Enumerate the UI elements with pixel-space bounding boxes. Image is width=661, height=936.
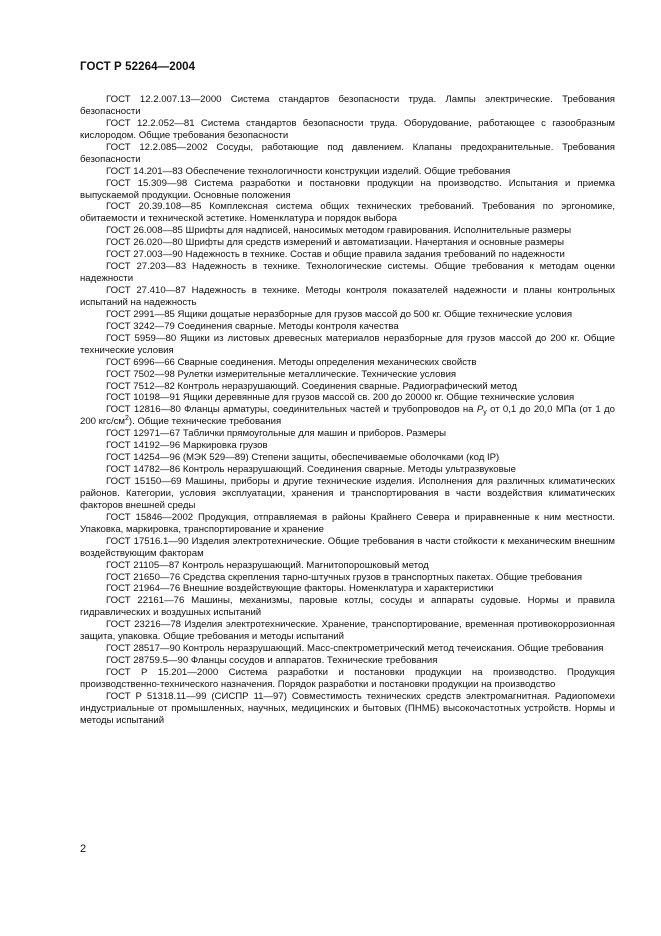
pressure-symbol: P xyxy=(476,404,484,416)
reference-item: ГОСТ 26.008—85 Шрифты для надписей, наносимых методом гравирования. Исполнительные размеры xyxy=(106,225,572,237)
reference-item: ГОСТ 27.003—90 Надежность в технике. Состав и общие правила задания требований по надежности xyxy=(106,249,565,261)
page-number: 2 xyxy=(80,843,87,855)
reference-item: ГОСТ 7512—82 Контроль неразрушающий. Соединения сварные. Радиографический метод xyxy=(106,380,517,392)
reference-item: ГОСТ 28759.5—90 Фланцы сосудов и аппаратов. Технические требования xyxy=(106,655,438,667)
reference-item: ГОСТ Р 51318.11—99 (СИСПР 11—97) Совместимость технических средств электромагнитная. Радиопомехи индустриальные от промышленных, научных, медицинских и бытовых (ПНМБ) высокочастотных устройств. Нормы и методы испытаний xyxy=(80,690,615,726)
reference-item: ГОСТ 5959—80 Ящики из листовых древесных материалов неразборные для грузов массой до 200 кг. Общие технические условия xyxy=(80,332,615,356)
reference-item: ГОСТ 15846—2002 Продукция, отправляемая в районы Крайнего Севера и приравненные к ним местности. Упаковка, маркировка, транспортирование и хранение xyxy=(80,511,615,535)
reference-item: ГОСТ 12.2.007.13—2000 Система стандартов безопасности труда. Лампы электрические. Требования безопасности xyxy=(80,94,615,117)
reference-item: ГОСТ 2991—85 Ящики дощатые неразборные для грузов массой до 500 кг. Общие технические условия xyxy=(106,308,573,320)
reference-item: ГОСТ 3242—79 Соединения сварные. Методы контроля качества xyxy=(106,320,399,332)
reference-item: ГОСТ 21964—76 Внешние воздействующие факторы. Номенклатура и характеристики xyxy=(106,583,494,595)
reference-item: ГОСТ 12.2.052—81 Система стандартов безопасности труда. Оборудование, работающее с газообразным кислородом. Общие требования безопасности xyxy=(80,117,615,141)
reference-item: ГОСТ 14782—86 Контроль неразрушающий. Соединения сварные. Методы ультразвуковые xyxy=(106,464,516,476)
reference-item: ГОСТ 21105—87 Контроль неразрушающий. Магнитопорошковый метод xyxy=(106,559,429,571)
reference-item: ГОСТ 12.2.085—2002 Сосуды, работающие под давлением. Клапаны предохранительные. Требования безопасности xyxy=(80,141,615,165)
reference-item: ГОСТ 23216—78 Изделия электротехнические. Хранение, транспортирование, временная противокоррозионная защита, упаковка. Общие требования и методы испытаний xyxy=(80,619,615,643)
reference-item: ГОСТ 14.201—83 Обеспечение технологичности конструкции изделий. Общие требования xyxy=(106,165,511,177)
reference-item: ГОСТ 6996—66 Сварные соединения. Методы определения механических свойств xyxy=(106,356,477,368)
reference-item: ГОСТ 10198—91 Ящики деревянные для грузов массой св. 200 до 20000 кг. Общие технические условия xyxy=(106,392,575,404)
reference-item: ГОСТ 12971—67 Таблички прямоугольные для машин и приборов. Размеры xyxy=(106,428,447,440)
reference-item: ГОСТ Р 15.201—2000 Система разработки и постановки продукции на производство. Продукция производственно-технического назначения. Порядок разработки и постановки продукции на производство xyxy=(80,667,615,690)
reference-item: ГОСТ 15.309—98 Система разработки и постановки продукции на производство. Испытания и приемка выпускаемой продукции. Основные положения xyxy=(80,177,615,201)
reference-item: ГОСТ 17516.1—90 Изделия электротехнические. Общие требования в части стойкости к механическим внешним воздействующим факторам xyxy=(80,535,615,559)
reference-item: ГОСТ 14254—96 (МЭК 529—89) Степени защиты, обеспечиваемые оболочками (код IP) xyxy=(106,452,500,464)
reference-item: ГОСТ 21650—76 Средства скрепления тарно-штучных грузов в транспортных пакетах. Общие требования xyxy=(106,571,583,583)
reference-item: ГОСТ 22161—76 Машины, механизмы, паровые котлы, сосуды и аппараты судовые. Нормы и правила гидравлических и воздушных испытаний xyxy=(80,595,615,619)
reference-item: ГОСТ 14192—96 Маркировка грузов xyxy=(106,440,268,452)
reference-item: ГОСТ 15150—69 Машины, приборы и другие технические изделия. Исполнения для различных климатических районов. Категории, условия эксплуатации, хранения и транспортирования в части воздействия климатических факторов внешней среды xyxy=(80,476,615,511)
document-header: ГОСТ Р 52264—2004 xyxy=(80,61,196,73)
unit-superscript: 2 xyxy=(125,415,129,423)
reference-item: ГОСТ 28517—90 Контроль неразрушающий. Масс-спектрометрический метод течеискания. Общие требования xyxy=(106,643,604,655)
pressure-subscript: y xyxy=(483,409,487,417)
reference-text: ГОСТ 12816—80 Фланцы арматуры, соединительных частей и трубопроводов на xyxy=(106,404,474,416)
reference-item: ГОСТ 20.39.108—85 Комплексная система общих технических требований. Требования по эргономике, обитаемости и технической эстетике. Номенклатура и порядок выбора xyxy=(80,201,615,225)
reference-item: ГОСТ 7502—98 Рулетки измерительные металлические. Технические условия xyxy=(106,368,457,380)
reference-item: ГОСТ 27.203—83 Надежность в технике. Технологические системы. Общие требования к методам оценки надежности xyxy=(80,261,615,285)
reference-item: ГОСТ 27.410—87 Надежность в технике. Методы контроля показателей надежности и планы контрольных испытаний на надежность xyxy=(80,285,615,308)
pressure-range: от 0,1 до 20,0 МПа (от 1 до 200 кгс/см xyxy=(80,404,615,428)
normative-references-list xyxy=(80,94,615,727)
reference-item-flanges xyxy=(80,404,615,428)
reference-item: ГОСТ 26.020—80 Шрифты для средств измерений и автоматизации. Начертания и основные размеры xyxy=(106,237,565,249)
reference-tail: ). Общие технические требования xyxy=(128,416,282,428)
